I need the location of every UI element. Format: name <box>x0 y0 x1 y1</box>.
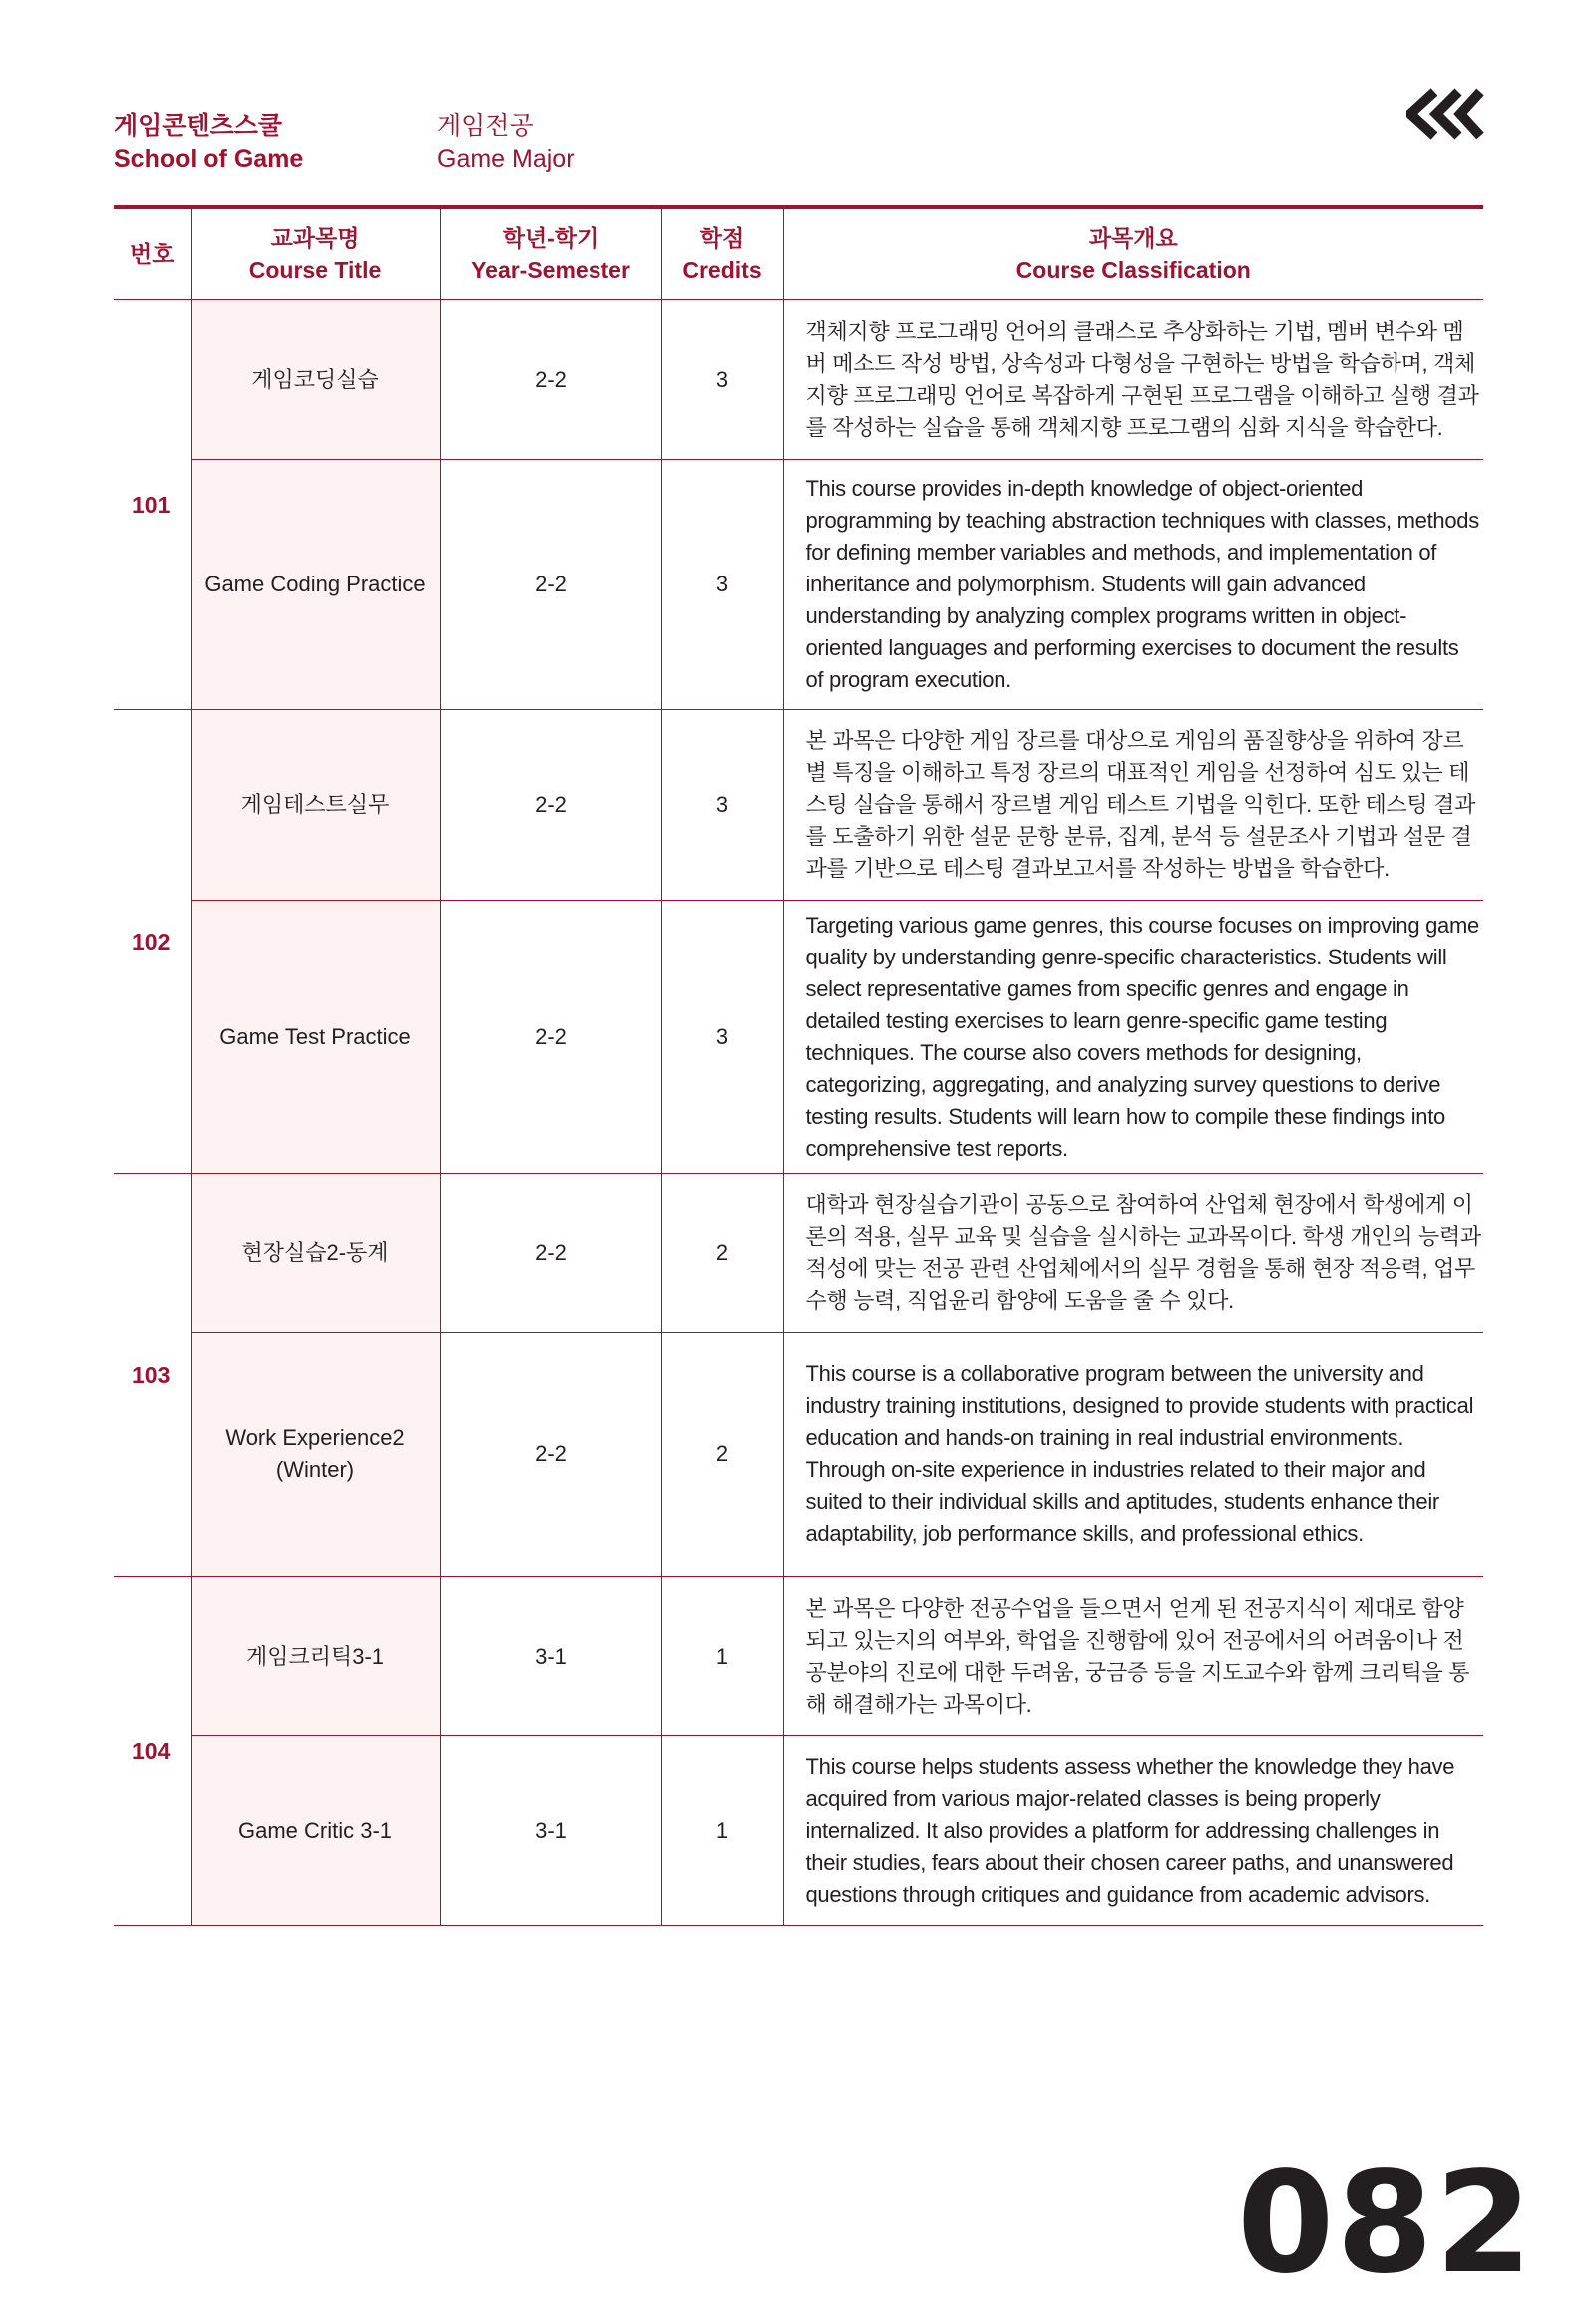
table-row <box>114 300 1483 460</box>
table-row <box>114 1577 1483 1736</box>
year-semester: 2-2 <box>440 710 661 901</box>
year-semester: 2-2 <box>440 300 661 460</box>
school-name-english: School of Game <box>114 145 304 173</box>
year-semester: 2-2 <box>440 460 661 710</box>
table-row <box>114 710 1483 901</box>
year-semester: 2-2 <box>440 1174 661 1333</box>
course-description: Targeting various game genres, this course focuses on improving game quality by understanding genre-specific characteristics. Students will select representative games from specific genres and engage in detailed testing exercises to learn genre-specific game testing techniques. The course also covers methods for designing, categorizing, aggregating, and analyzing survey questions to derive testing results. Students will learn how to compile these findings into comprehensive test reports. <box>783 901 1483 1174</box>
course-description: This course is a collaborative program between the university and industry training institutions, designed to provide students with practical education and hands-on training in real industrial environments. Through on-site experience in industries related to their major and suited to their individual skills and aptitudes, students enhance their adaptability, job performance skills, and professional ethics. <box>783 1333 1483 1577</box>
course-description: 객체지향 프로그래밍 언어의 클래스로 추상화하는 기법, 멤버 변수와 멤버 메소드 작성 방법, 상속성과 다형성을 구현하는 방법을 학습하며, 객체지향 프로그래밍 언어로 복잡하게 구현된 프로그램을 이해하고 실행 결과를 작성하는 실습을 통해 객체지향 프로그램의 심화 지식을 학습한다. <box>783 300 1483 460</box>
course-title: 게임테스트실무 <box>191 710 440 901</box>
course-description: 본 과목은 다양한 게임 장르를 대상으로 게임의 품질향상을 위하여 장르별 특징을 이해하고 특정 장르의 대표적인 게임을 선정하여 심도 있는 테스팅 실습을 통해서 장르별 게임 테스트 기법을 익힌다. 또한 테스팅 결과를 도출하기 위한 설문 문항 분류, 집계, 분석 등 설문조사 기법과 설문 결과를 기반으로 테스팅 결과보고서를 작성하는 방법을 학습한다. <box>783 710 1483 901</box>
column-header-credits: 학점 Credits <box>661 209 783 300</box>
course-description: 대학과 현장실습기관이 공동으로 참여하여 산업체 현장에서 학생에게 이론의 적용, 실무 교육 및 실습을 실시하는 교과목이다. 학생 개인의 능력과 적성에 맞는 전공 관련 산업체에서의 실무 경험을 통해 현장 적응력, 업무 수행 능력, 직업윤리 함양에 도움을 줄 수 있다. <box>783 1174 1483 1333</box>
course-title: Work Experience2 (Winter) <box>191 1333 440 1577</box>
year-semester: 3-1 <box>440 1577 661 1736</box>
table-row <box>114 1174 1483 1333</box>
table-row <box>114 1736 1483 1926</box>
school-heading <box>114 110 303 176</box>
credits: 3 <box>661 710 783 901</box>
column-header-course-title: 교과목명 Course Title <box>191 209 440 300</box>
major-heading <box>437 110 575 176</box>
column-header-year-semester: 학년-학기 Year-Semester <box>440 209 661 300</box>
page-number: 082 <box>1237 2142 1535 2305</box>
course-description: This course provides in-depth knowledge of object-oriented programming by teaching abstraction techniques with classes, methods for defining member variables and methods, and implementation of inheritance and polymorphism. Students will gain advanced understanding by analyzing complex programs written in object-oriented languages and performing exercises to document the results of program execution. <box>783 460 1483 710</box>
column-header-number: 번호 <box>114 209 191 300</box>
major-name-korean: 게임전공 <box>437 112 534 140</box>
credits: 2 <box>661 1333 783 1577</box>
course-title: 게임크리틱3-1 <box>191 1577 440 1736</box>
table-row <box>114 1333 1483 1577</box>
table-row <box>114 460 1483 710</box>
course-title: 게임코딩실습 <box>191 300 440 460</box>
table-header-row <box>114 209 1483 300</box>
course-description: 본 과목은 다양한 전공수업을 들으면서 얻게 된 전공지식이 제대로 함양되고 있는지의 여부와, 학업을 진행함에 있어 전공에서의 어려움이나 전공분야의 진로에 대한 두려움, 궁금증 등을 지도교수와 함께 크리틱을 통해 해결해가는 과목이다. <box>783 1577 1483 1736</box>
column-header-classification: 과목개요 Course Classification <box>783 209 1483 300</box>
course-number: 101 <box>114 300 191 710</box>
course-number: 103 <box>114 1174 191 1577</box>
credits: 1 <box>661 1736 783 1926</box>
course-title: Game Coding Practice <box>191 460 440 710</box>
credits: 3 <box>661 901 783 1174</box>
year-semester: 2-2 <box>440 1333 661 1577</box>
course-table <box>114 209 1483 1926</box>
school-name-korean: 게임콘텐츠스쿨 <box>114 112 283 140</box>
credits: 3 <box>661 460 783 710</box>
credits: 3 <box>661 300 783 460</box>
course-title: Game Critic 3-1 <box>191 1736 440 1926</box>
major-name-english: Game Major <box>437 145 575 173</box>
credits: 2 <box>661 1174 783 1333</box>
year-semester: 2-2 <box>440 901 661 1174</box>
credits: 1 <box>661 1577 783 1736</box>
course-description: This course helps students assess whether the knowledge they have acquired from various major-related classes is being properly internalized. It also provides a platform for addressing challenges in their studies, fears about their chosen career paths, and unanswered questions through critiques and guidance from academic advisors. <box>783 1736 1483 1926</box>
ck-logo-icon <box>1406 88 1484 140</box>
table-row <box>114 901 1483 1174</box>
course-title: Game Test Practice <box>191 901 440 1174</box>
course-title: 현장실습2-동계 <box>191 1174 440 1333</box>
course-number: 104 <box>114 1577 191 1926</box>
course-number: 102 <box>114 710 191 1174</box>
year-semester: 3-1 <box>440 1736 661 1926</box>
